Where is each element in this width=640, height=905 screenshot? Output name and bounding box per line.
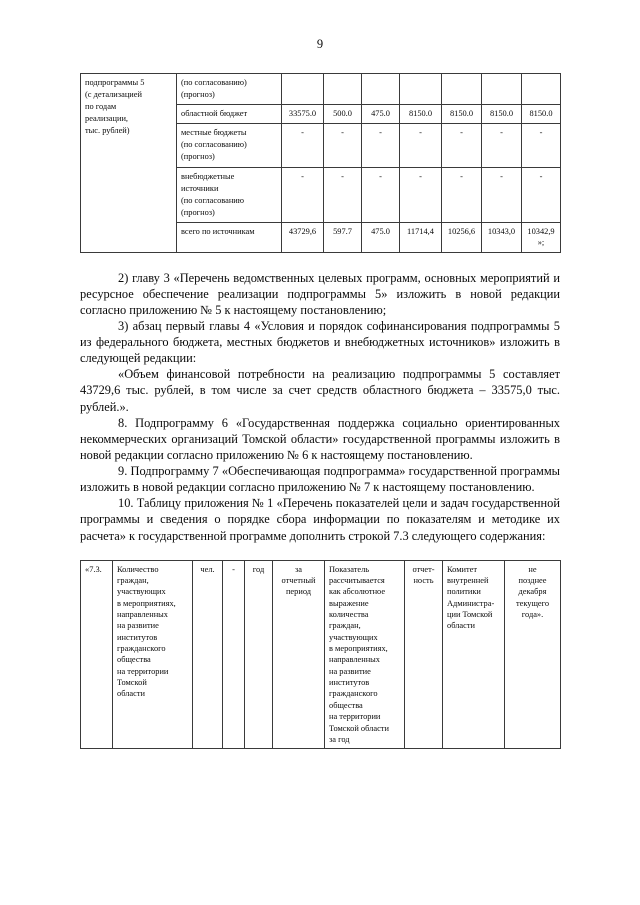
method-line: направленных <box>329 655 380 665</box>
finance-category <box>177 223 282 252</box>
method-line: общества <box>329 700 363 710</box>
indicator-responsible <box>443 560 505 749</box>
category-line: внебюджетные <box>181 171 235 181</box>
finance-category <box>177 167 282 223</box>
finance-value <box>522 73 561 104</box>
category-line: (по согласованию) <box>181 140 247 150</box>
indicator-method <box>325 560 405 749</box>
finance-value: 33575.0 <box>282 104 324 123</box>
deadline-line: года». <box>521 610 544 620</box>
finance-total: 475.0 <box>362 223 400 252</box>
source-line: отчет- <box>412 564 435 574</box>
finance-value: 8150.0 <box>442 104 482 123</box>
label-line: по годам <box>85 101 117 111</box>
table-row <box>81 73 561 104</box>
category-line: источники <box>181 183 219 193</box>
finance-value: - <box>282 167 324 223</box>
label-line: подпрограммы 5 <box>85 77 145 87</box>
name-line: гражданского <box>117 644 166 654</box>
responsible-line: политики <box>447 587 481 597</box>
category-line: местные бюджеты <box>181 128 247 138</box>
finance-total: 597.7 <box>324 223 362 252</box>
responsible-line: Комитет <box>447 564 478 574</box>
finance-table-container <box>80 73 560 253</box>
name-line: граждан, <box>117 576 149 586</box>
period-line: период <box>285 587 312 597</box>
finance-value: - <box>362 124 400 168</box>
finance-total: 10256,6 <box>442 223 482 252</box>
responsible-line: области <box>447 621 475 631</box>
finance-value: 475.0 <box>362 104 400 123</box>
responsible-line: ции Томской <box>447 610 493 620</box>
finance-value <box>282 73 324 104</box>
finance-value: 500.0 <box>324 104 362 123</box>
label-line: (с детализацией <box>85 89 142 99</box>
indicator-dash: - <box>223 560 245 749</box>
deadline-line: текущего <box>515 598 550 608</box>
deadline-line: не <box>528 564 537 574</box>
method-line: в мероприятиях, <box>329 644 388 654</box>
category-line: (прогноз) <box>181 208 215 218</box>
paragraph-item-2: 2) главу 3 «Перечень ведомственных целевых программ, основных мероприятий и ресурсное обеспечение реализации подпрограммы 5» изложить в новой редакции согласно приложению № 5 к настоящему постановлению; <box>80 270 560 317</box>
finance-table <box>80 73 561 253</box>
paragraph-item-10: 10. Таблицу приложения № 1 «Перечень показателей цели и задач государственной программы и сведения о порядке сбора информации по показателям и методике их расчета» к государственной программе дополнить строкой 7.3 следующего содержания: <box>80 496 560 543</box>
label-line: тыс. рублей) <box>85 126 130 136</box>
responsible-line: Администра- <box>447 598 495 608</box>
table-row <box>81 560 561 749</box>
finance-value: - <box>522 167 561 223</box>
finance-value <box>362 73 400 104</box>
name-line: в мероприятиях, <box>117 598 176 608</box>
indicator-name <box>113 560 193 749</box>
name-line: области <box>117 689 145 699</box>
period-line: отчетный <box>281 576 316 586</box>
indicator-source <box>405 560 443 749</box>
finance-total: 10343,0 <box>482 223 522 252</box>
category-line: (прогноз) <box>181 152 215 162</box>
name-line: участвующих <box>117 587 166 597</box>
method-line: участвующих <box>329 632 378 642</box>
name-line: Количество <box>117 564 159 574</box>
finance-total: 10342,9»; <box>522 223 561 252</box>
indicator-table-container <box>80 560 560 750</box>
finance-value: - <box>400 124 442 168</box>
category-line: (по согласованию <box>181 196 245 205</box>
label-line: реализации, <box>85 114 129 124</box>
method-line: количества <box>329 610 369 620</box>
document-body <box>80 270 560 544</box>
name-line: институтов <box>117 632 158 642</box>
finance-value: - <box>442 124 482 168</box>
source-line: ность <box>413 576 434 586</box>
indicator-frequency: год <box>245 560 273 749</box>
category-line: областной бюджет <box>181 108 248 118</box>
category-line: (прогноз) <box>181 89 215 99</box>
finance-value <box>324 73 362 104</box>
method-line: на развитие <box>329 666 371 676</box>
paragraph-item-8: 8. Подпрограмму 6 «Государственная поддержка социально ориентированных некоммерческих организаций Томской области» государственной программы изложить в новой редакции согласно приложению № 6 к настоящему постановлению. <box>80 415 560 462</box>
finance-value: 8150.0 <box>400 104 442 123</box>
finance-category <box>177 124 282 168</box>
paragraph-item-9: 9. Подпрограмму 7 «Обеспечивающая подпрограмма» государственной программы изложить в новой редакции согласно приложению № 7 к настоящему постановлению. <box>80 464 560 495</box>
finance-row-label <box>81 73 177 252</box>
name-line: на территории <box>117 666 169 676</box>
method-line: Томской области <box>329 723 389 733</box>
method-line: на территории <box>329 712 381 722</box>
method-line: рассчитывается <box>329 576 385 586</box>
indicator-table <box>80 560 561 750</box>
method-line: гражданского <box>329 689 378 699</box>
finance-value: - <box>522 124 561 168</box>
finance-value: 8150.0 <box>482 104 522 123</box>
finance-value: - <box>282 124 324 168</box>
finance-category <box>177 104 282 123</box>
finance-value: - <box>324 167 362 223</box>
method-line: за год <box>329 734 350 744</box>
finance-value <box>400 73 442 104</box>
method-line: граждан, <box>329 621 361 631</box>
finance-value: - <box>442 167 482 223</box>
deadline-line: декабря <box>518 587 547 597</box>
method-line: как абсолютное <box>329 587 386 597</box>
paragraph-item-3: 3) абзац первый главы 4 «Условия и порядок софинансирования подпрограммы 5 из федерального бюджета, местных бюджетов и внебюджетных источников» изложить в следующей редакции: <box>80 318 560 366</box>
category-line: (по согласованию) <box>181 77 247 87</box>
responsible-line: внутренней <box>447 576 489 586</box>
name-line: на развитие <box>117 621 159 631</box>
method-line: Показатель <box>329 564 370 574</box>
name-line: Томской <box>117 678 147 688</box>
finance-total: 43729,6 <box>282 223 324 252</box>
paragraph-quote-volume: «Объем финансовой потребности на реализацию подпрограммы 5 составляет 43729,6 тыс. рублей, в том числе за счет средств областного бюджета – 33575,0 тыс. рублей.». <box>80 367 560 414</box>
finance-category <box>177 73 282 104</box>
period-line: за <box>294 564 303 574</box>
finance-value: - <box>482 167 522 223</box>
deadline-line: позднее <box>518 576 547 586</box>
indicator-number: «7.3. <box>81 560 113 749</box>
finance-value <box>482 73 522 104</box>
finance-value: - <box>400 167 442 223</box>
finance-total: 11714,4 <box>400 223 442 252</box>
indicator-unit: чел. <box>193 560 223 749</box>
finance-value <box>442 73 482 104</box>
finance-value: - <box>362 167 400 223</box>
page-number: 9 <box>316 37 324 51</box>
finance-value: - <box>482 124 522 168</box>
indicator-period <box>273 560 325 749</box>
name-line: направленных <box>117 610 168 620</box>
method-line: институтов <box>329 678 370 688</box>
finance-value: 8150.0 <box>522 104 561 123</box>
category-line: всего по источникам <box>181 227 255 237</box>
finance-value: - <box>324 124 362 168</box>
name-line: общества <box>117 655 151 665</box>
method-line: выражение <box>329 598 369 608</box>
indicator-deadline <box>505 560 561 749</box>
